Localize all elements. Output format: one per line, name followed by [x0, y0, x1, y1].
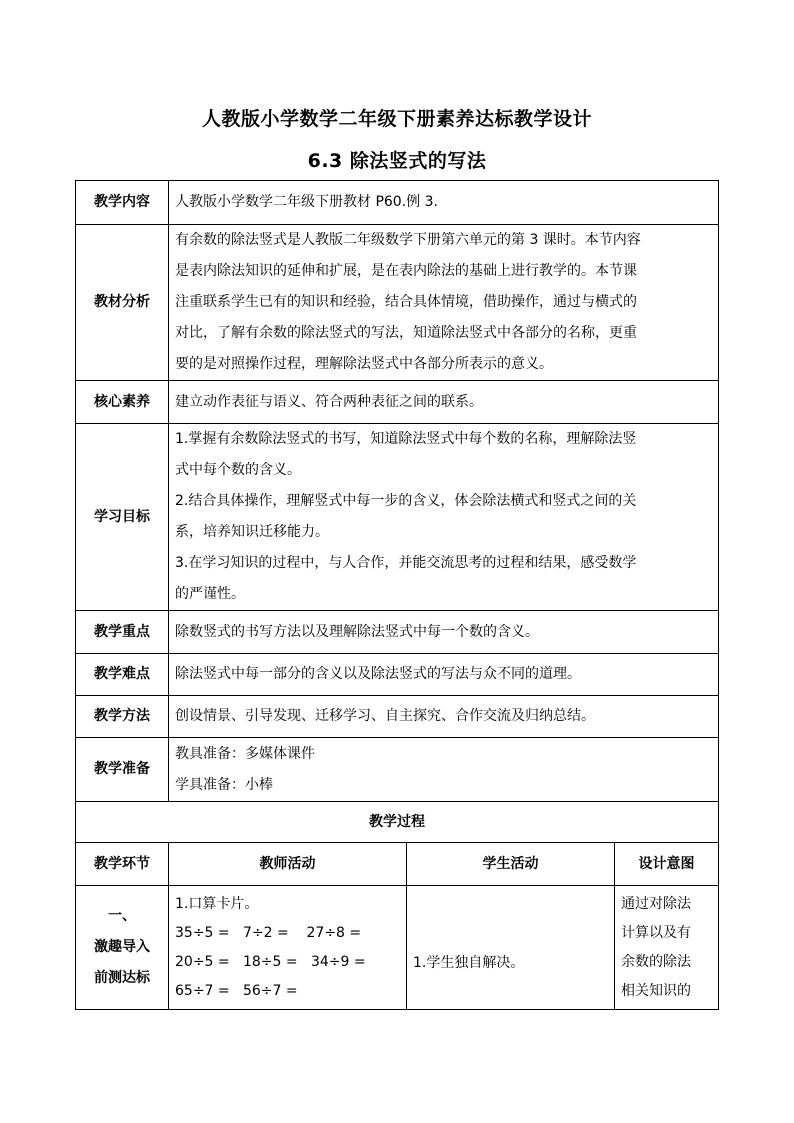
teaching-methods-label: 教学方法 — [76, 696, 169, 738]
row-process-heading — [76, 802, 719, 843]
preparation-value — [169, 738, 719, 802]
row-process-columns — [76, 843, 719, 886]
oral-calc-line: 35÷5 = 7÷2 = 27÷8 = — [175, 924, 362, 941]
difficulties-value: 除法竖式中每一部分的含义以及除法竖式的写法与众不同的道理。 — [169, 654, 719, 696]
learning-goals-value — [169, 424, 719, 611]
intent-line: 通过对除法 — [621, 895, 691, 912]
row-preparation — [76, 738, 719, 802]
learning-goals-label: 学习目标 — [76, 424, 169, 611]
teaching-methods-value: 创设情景、引导发现、迁移学习、自主探究、合作交流及归纳总结。 — [169, 696, 719, 738]
material-analysis-value — [169, 225, 719, 381]
row-key-points — [76, 611, 719, 654]
core-literacy-value: 建立动作表征与语义、符合两种表征之间的联系。 — [169, 381, 719, 424]
goal-line: 3.在学习知识的过程中，与人合作，并能交流思考的过程和结果，感受数学 — [175, 555, 637, 571]
preparation-line: 教具准备：多媒体课件 — [175, 745, 315, 762]
difficulties-label: 教学难点 — [76, 654, 169, 696]
key-points-label: 教学重点 — [76, 611, 169, 654]
goal-line: 2.结合具体操作，理解竖式中每一步的含义，体会除法横式和竖式之间的关 — [175, 493, 637, 509]
stage-1-design-intent — [615, 886, 719, 1010]
document-title: 人教版小学数学二年级下册素养达标教学设计 — [201, 108, 592, 130]
oral-calc-line: 20÷5 = 18÷5 = 34÷9 = — [175, 953, 366, 970]
stage-name-line: 一、 — [108, 908, 136, 924]
column-header-student: 学生活动 — [407, 843, 615, 886]
row-learning-goals — [76, 424, 719, 611]
lesson-plan-table — [75, 180, 719, 1010]
stage-name-line: 激趣导入 — [94, 939, 150, 955]
goal-line: 式中每个数的含义。 — [175, 462, 301, 478]
material-analysis-label: 教材分析 — [76, 225, 169, 381]
analysis-line: 对比，了解有余数的除法竖式的写法，知道除法竖式中各部分的名称，更重 — [175, 325, 637, 341]
key-points-value: 除数竖式的书写方法以及理解除法竖式中每一个数的含义。 — [169, 611, 719, 654]
analysis-line: 要的是对照操作过程，理解除法竖式中各部分所表示的意义。 — [175, 356, 553, 372]
intent-line: 计算以及有 — [621, 924, 691, 941]
goal-line: 系，培养知识迁移能力。 — [175, 524, 329, 540]
stage-name-line: 前测达标 — [94, 970, 150, 986]
preparation-label: 教学准备 — [76, 738, 169, 802]
goal-line: 1.掌握有余数除法竖式的书写，知道除法竖式中每个数的名称，理解除法竖 — [175, 431, 637, 447]
row-teaching-content — [76, 181, 719, 225]
preparation-line: 学具准备：小棒 — [175, 776, 273, 793]
analysis-line: 有余数的除法竖式是人教版二年级数学下册第六单元的第 3 课时。本节内容 — [175, 232, 641, 248]
stage-1-name — [76, 886, 169, 1010]
process-heading: 教学过程 — [76, 802, 719, 843]
analysis-line: 是表内除法知识的延伸和扩展，是在表内除法的基础上进行教学的。本节课 — [175, 263, 637, 279]
analysis-line: 注重联系学生已有的知识和经验，结合具体情境，借助操作，通过与横式的 — [175, 294, 637, 310]
teaching-content-value: 人教版小学数学二年级下册教材 P60.例 3. — [169, 181, 719, 225]
student-line: 1.学生独自解决。 — [413, 955, 525, 971]
lesson-title: 6.3 除法竖式的写法 — [307, 150, 487, 172]
stage-1-student-activity — [407, 886, 615, 1010]
stage-1-teacher-activity — [169, 886, 407, 1010]
core-literacy-label: 核心素养 — [76, 381, 169, 424]
intent-line: 相关知识的 — [621, 982, 691, 999]
column-header-intent: 设计意图 — [615, 843, 719, 886]
column-header-stage: 教学环节 — [76, 843, 169, 886]
row-teaching-methods — [76, 696, 719, 738]
row-material-analysis — [76, 225, 719, 381]
teaching-content-label: 教学内容 — [76, 181, 169, 225]
teacher-line: 1.口算卡片。 — [175, 895, 259, 912]
row-core-literacy — [76, 381, 719, 424]
goal-line: 的严谨性。 — [175, 586, 245, 602]
intent-line: 余数的除法 — [621, 953, 691, 970]
oral-calc-line: 65÷7 = 56÷7 = — [175, 982, 298, 999]
row-stage-1 — [76, 886, 719, 1010]
row-difficulties — [76, 654, 719, 696]
column-header-teacher: 教师活动 — [169, 843, 407, 886]
